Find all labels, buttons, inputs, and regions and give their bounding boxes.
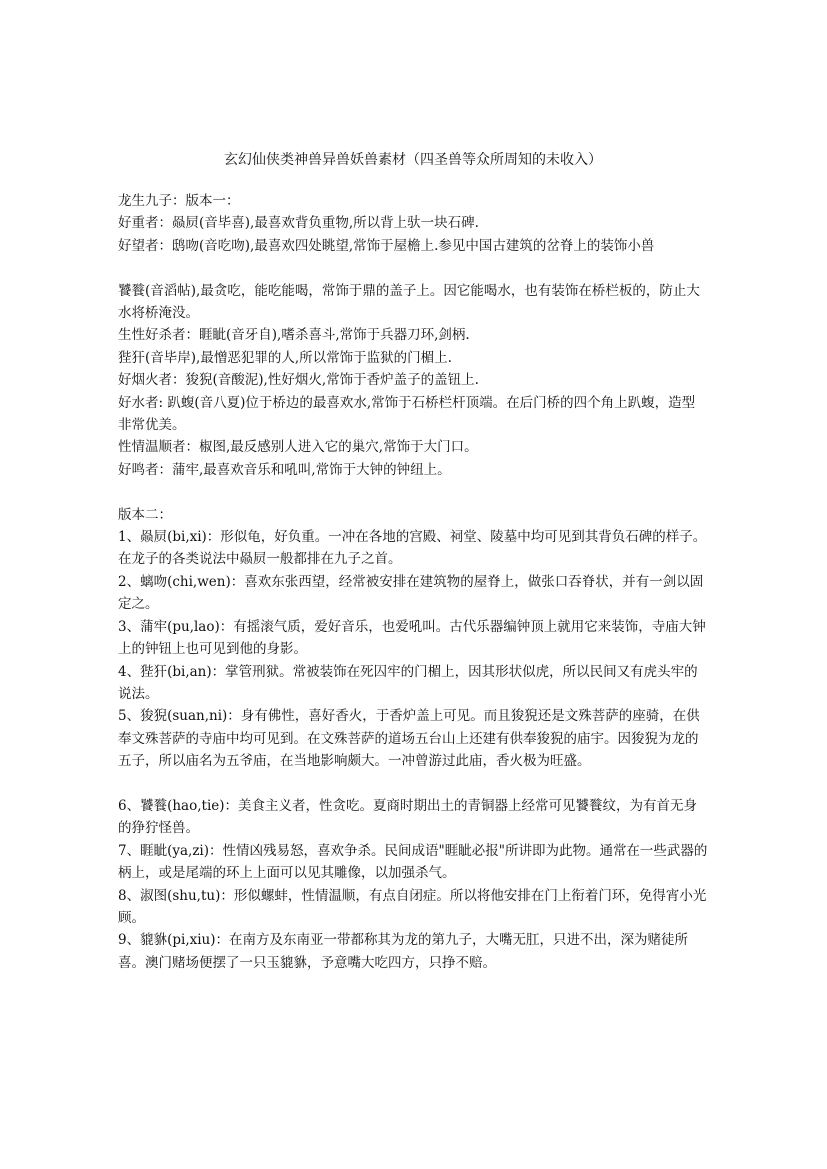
paragraph: 生性好杀者：睚眦(音牙自),嗜杀喜斗,常饰于兵器刀环,剑柄. bbox=[118, 327, 470, 344]
list-item: 1、赑屃(bi,xi)：形似龟，好负重。一冲在各地的宫殿、祠堂、陵墓中均可见到其背负石碑的样子。在龙子的各类说法中赑屃一般都排在九子之首。 bbox=[118, 529, 707, 568]
paragraph: 好鸣者：蒲牢,最喜欢音乐和吼叫,常饰于大钟的钟纽上。 bbox=[118, 461, 451, 478]
paragraph: 好望者：鸱吻(音吃吻),最喜欢四处眺望,常饰于屋檐上.参见中国古建筑的岔脊上的装饰小兽 bbox=[118, 237, 655, 254]
document-title: 玄幻仙侠类神兽异兽妖兽素材（四圣兽等众所周知的未收入） bbox=[224, 152, 602, 168]
document-body bbox=[118, 190, 708, 974]
list-item: 8、淑图(shu,tu)：形似螺蚌，性情温顺，有点自闭症。所以将他安排在门上衔着门环，免得宵小光顾。 bbox=[118, 887, 707, 926]
paragraph: 饕餮(音滔帖),最贪吃，能吃能喝，常饰于鼎的盖子上。因它能喝水，也有装饰在桥栏板的，防止大水将桥淹没。 bbox=[118, 282, 700, 322]
paragraph: 好重者：赑屃(音毕喜),最喜欢背负重物,所以背上驮一块石碑. bbox=[118, 215, 479, 232]
list-item: 5、狻猊(suan,ni)：身有佛性，喜好香火，于香炉盖上可见。而且狻猊还是文殊菩萨的座骑，在供奉文殊菩萨的寺庙中均可见到。在文殊菩萨的道场五台山上还建有供奉狻猊的庙宇。因狻猊为龙的五子，所以庙名为五爷庙，在当地影响颇大。一冲曾游过此庙，香火极为旺盛。 bbox=[118, 708, 700, 770]
version-two-heading: 版本二： bbox=[118, 506, 172, 523]
list-item: 6、饕餮(hao,tie)：美食主义者，性贪吃。夏商时期出土的青铜器上经常可见饕餮纹，为有首无身的狰狞怪兽。 bbox=[118, 797, 698, 837]
list-item: 7、睚眦(ya,zi)：性情凶残易怒，喜欢争杀。民间成语"睚眦必报"所讲即为此物。通常在一些武器的柄上，或是尾端的环上上面可以见其雕像，以加强杀气。 bbox=[118, 842, 708, 882]
list-item: 2、螭吻(chi,wen)：喜欢东张西望，经常被安排在建筑物的屋脊上，做张口吞脊状，并有一剑以固定之。 bbox=[118, 573, 704, 613]
blank-line bbox=[118, 257, 708, 279]
blank-line bbox=[118, 481, 708, 503]
list-item: 9、貔貅(pi,xiu)：在南方及东南亚一带都称其为龙的第九子，大嘴无肛，只进不出，深为赌徒所喜。澳门赌场便摆了一只玉貔貅，予意嘴大吃四方，只挣不赔。 bbox=[118, 932, 688, 971]
paragraph: 好烟火者：狻猊(音酸泥),性好烟火,常饰于香炉盖子的盖钮上. bbox=[118, 372, 479, 389]
paragraph: 性情温顺者：椒图,最反感别人进入它的巢穴,常饰于大门口。 bbox=[118, 439, 478, 456]
version-one-heading: 龙生九子：版本一： bbox=[118, 193, 240, 209]
paragraph: 狴犴(音毕岸),最憎恶犯罪的人,所以常饰于监狱的门楣上. bbox=[118, 349, 452, 366]
list-item: 3、蒲牢(pu,lao)：有摇滚气质，爱好音乐，也爱吼叫。古代乐器编钟顶上就用它来装饰，寺庙大钟上的钟钮上也可见到他的身影。 bbox=[118, 618, 706, 658]
blank-line bbox=[118, 773, 708, 795]
paragraph: 好水者: 趴蝮(音八夏)位于桥边的最喜欢水,常饰于石桥栏杆顶端。在后门桥的四个角上趴蝮，造型非常优美。 bbox=[118, 394, 696, 434]
list-item: 4、狴犴(bi,an)：掌管刑狱。常被装饰在死囚牢的门楣上，因其形状似虎，所以民间又有虎头牢的说法。 bbox=[118, 663, 698, 702]
